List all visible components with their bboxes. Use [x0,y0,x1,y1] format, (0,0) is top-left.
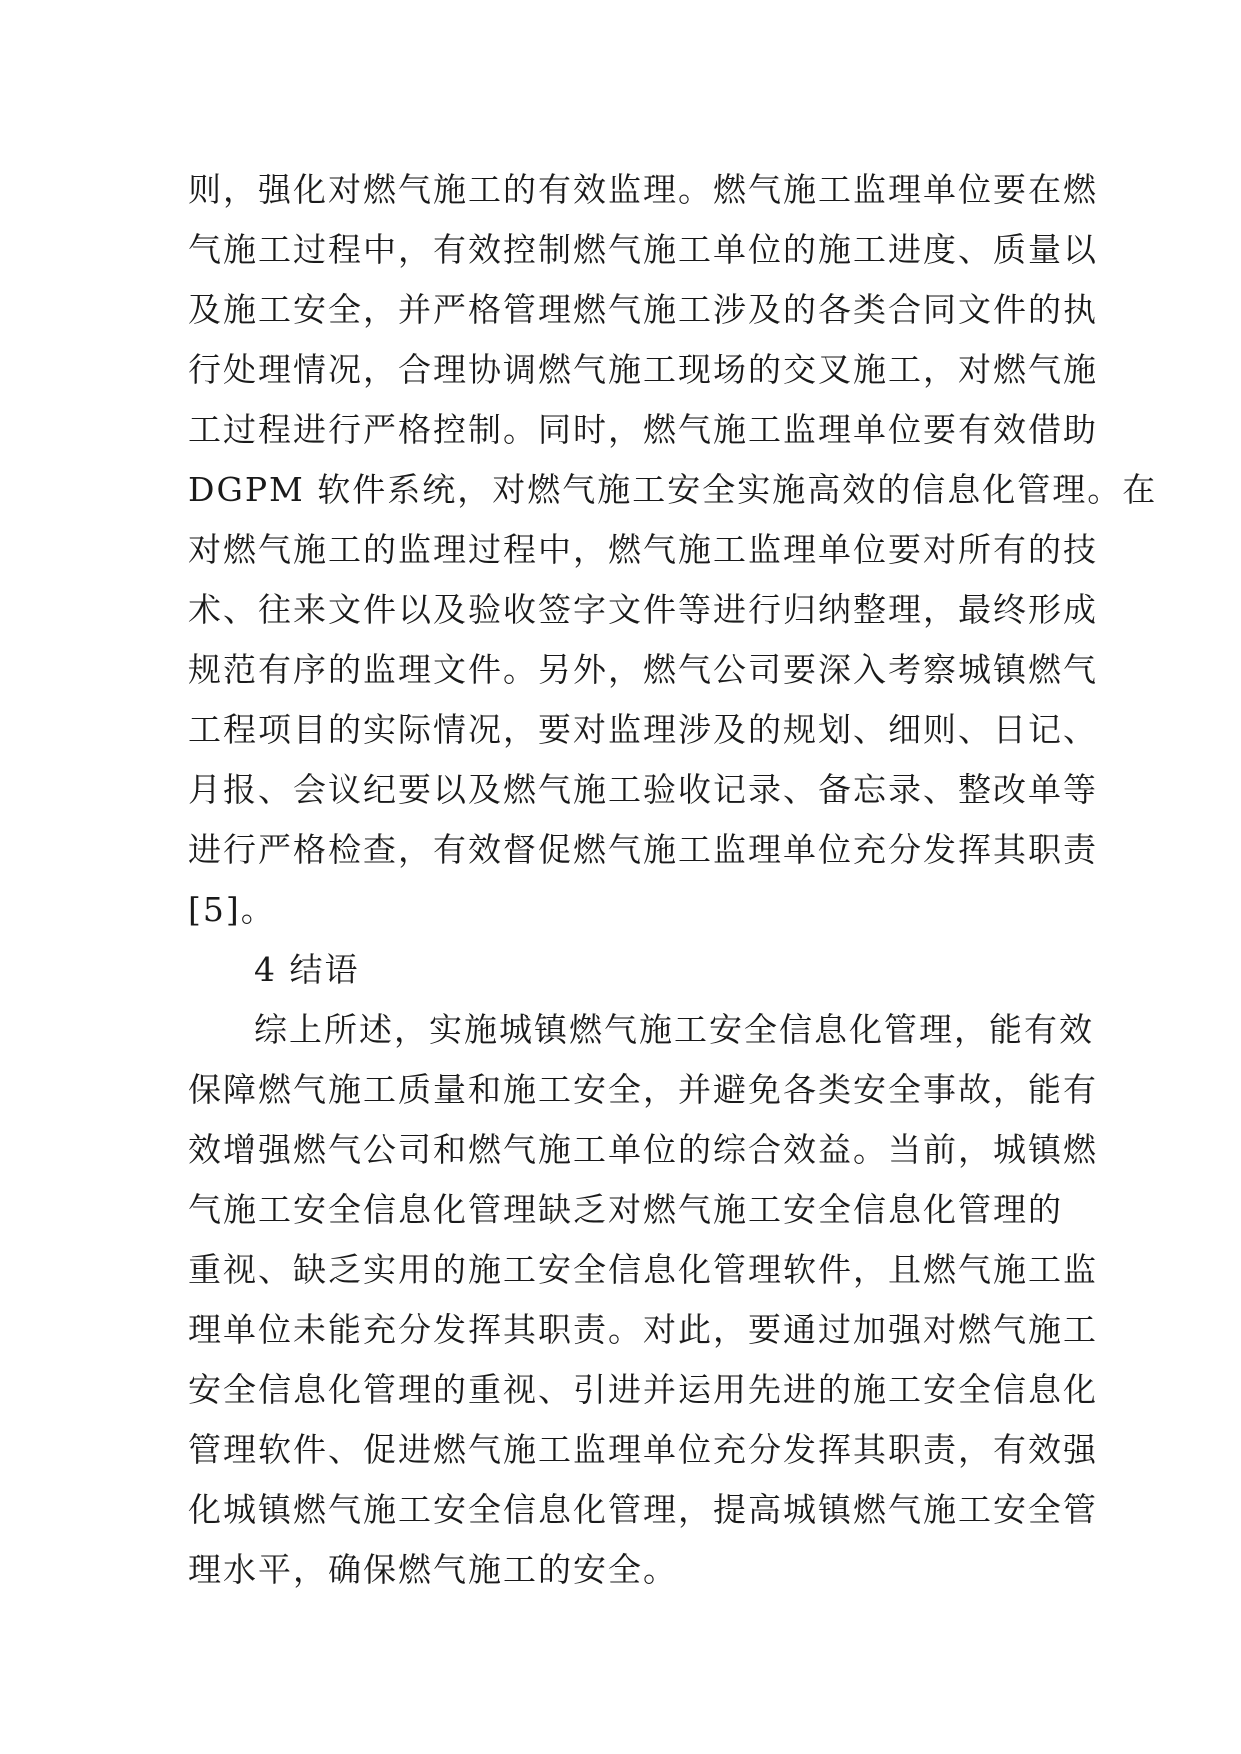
text-line: 对燃气施工的监理过程中，燃气施工监理单位要对所有的技 [188,530,1098,569]
text-line: DGPM 软件系统，对燃气施工安全实施高效的信息化管理。在 [188,470,1158,509]
text-line: 月报、会议纪要以及燃气施工验收记录、备忘录、整改单等 [188,770,1098,809]
text-line: 工过程进行严格控制。同时，燃气施工监理单位要有效借助 [188,410,1098,449]
text-line: 化城镇燃气施工安全信息化管理，提高城镇燃气施工安全管 [188,1490,1098,1529]
conclusion-paragraph [188,1000,1188,1600]
text-line: 工程项目的实际情况，要对监理涉及的规划、细则、日记、 [188,710,1098,749]
text-line: 综上所述，实施城镇燃气施工安全信息化管理，能有效 [254,1010,1094,1049]
text-line: 气施工过程中，有效控制燃气施工单位的施工进度、质量以 [188,230,1098,269]
paragraph-continuation [188,160,1188,940]
text-line: 理单位未能充分发挥其职责。对此，要通过加强对燃气施工 [188,1310,1098,1349]
text-line: 行处理情况，合理协调燃气施工现场的交叉施工，对燃气施 [188,350,1098,389]
text-line: 及施工安全，并严格管理燃气施工涉及的各类合同文件的执 [188,290,1098,329]
text-line: 保障燃气施工质量和施工安全，并避免各类安全事故，能有 [188,1070,1098,1109]
text-line: 重视、缺乏实用的施工安全信息化管理软件，且燃气施工监 [188,1250,1098,1289]
text-line: 则，强化对燃气施工的有效监理。燃气施工监理单位要在燃 [188,170,1098,209]
section-heading: 4 结语 [254,950,360,989]
text-line: 效增强燃气公司和燃气施工单位的综合效益。当前，城镇燃 [188,1130,1098,1169]
text-line: 安全信息化管理的重视、引进并运用先进的施工安全信息化 [188,1370,1098,1409]
text-line: 进行严格检查，有效督促燃气施工监理单位充分发挥其职责 [188,830,1098,869]
text-line: 理水平，确保燃气施工的安全。 [188,1550,678,1589]
text-line: 术、往来文件以及验收签字文件等进行归纳整理，最终形成 [188,590,1098,629]
citation-line: [5]。 [188,890,276,929]
text-line: 管理软件、促进燃气施工监理单位充分发挥其职责，有效强 [188,1430,1098,1469]
text-line: 气施工安全信息化管理缺乏对燃气施工安全信息化管理的 [188,1190,1063,1229]
text-line: 规范有序的监理文件。另外，燃气公司要深入考察城镇燃气 [188,650,1098,689]
body-text [188,160,1188,1600]
